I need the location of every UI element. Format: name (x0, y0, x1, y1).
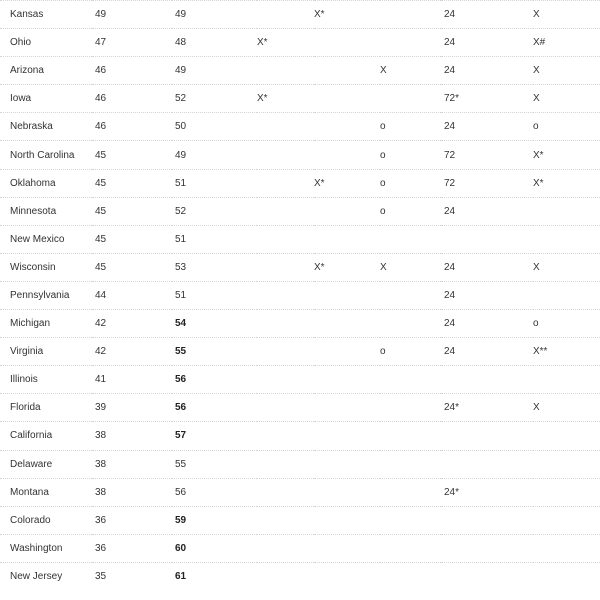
value-a-cell: 39 (92, 394, 172, 422)
marker-g-cell: X (533, 85, 600, 113)
value-a-cell: 45 (92, 141, 172, 169)
marker-d-cell: X* (314, 253, 380, 281)
state-name-cell: Colorado (0, 506, 92, 534)
marker-c-cell (257, 478, 314, 506)
marker-d-cell: X* (314, 1, 380, 29)
value-a-cell: 45 (92, 169, 172, 197)
hours-cell (441, 422, 533, 450)
marker-g-cell: X (533, 1, 600, 29)
value-a-cell: 46 (92, 57, 172, 85)
state-name-cell: New Jersey (0, 562, 92, 590)
state-name-cell: Arizona (0, 57, 92, 85)
marker-c-cell (257, 562, 314, 590)
value-b-cell: 56 (172, 478, 257, 506)
hours-cell: 24 (441, 310, 533, 338)
value-a-cell: 47 (92, 29, 172, 57)
marker-e-cell (380, 1, 441, 29)
marker-g-cell (533, 422, 600, 450)
table-row (0, 169, 600, 197)
marker-c-cell (257, 225, 314, 253)
table-row (0, 422, 600, 450)
value-a-cell: 46 (92, 85, 172, 113)
marker-e-cell: X (380, 253, 441, 281)
hours-cell (441, 506, 533, 534)
marker-d-cell (314, 366, 380, 394)
marker-c-cell (257, 366, 314, 394)
state-name-cell: Pennsylvania (0, 281, 92, 309)
table-row (0, 450, 600, 478)
marker-c-cell (257, 197, 314, 225)
marker-e-cell (380, 225, 441, 253)
value-a-cell: 46 (92, 113, 172, 141)
marker-c-cell (257, 253, 314, 281)
marker-e-cell (380, 534, 441, 562)
state-name-cell: Nebraska (0, 113, 92, 141)
value-a-cell: 38 (92, 422, 172, 450)
value-b-cell: 61 (172, 562, 257, 590)
value-a-cell: 41 (92, 366, 172, 394)
marker-g-cell (533, 366, 600, 394)
value-b-cell: 52 (172, 85, 257, 113)
hours-cell: 24 (441, 253, 533, 281)
marker-g-cell (533, 225, 600, 253)
marker-d-cell (314, 338, 380, 366)
value-b-cell: 51 (172, 169, 257, 197)
marker-d-cell (314, 422, 380, 450)
marker-d-cell (314, 394, 380, 422)
marker-e-cell: X (380, 57, 441, 85)
value-b-cell: 51 (172, 225, 257, 253)
state-name-cell: North Carolina (0, 141, 92, 169)
marker-c-cell (257, 113, 314, 141)
state-name-cell: Florida (0, 394, 92, 422)
marker-e-cell: o (380, 141, 441, 169)
marker-c-cell (257, 281, 314, 309)
table-row (0, 562, 600, 590)
marker-e-cell: o (380, 338, 441, 366)
marker-c-cell: X* (257, 85, 314, 113)
value-a-cell: 49 (92, 1, 172, 29)
marker-e-cell (380, 310, 441, 338)
marker-d-cell (314, 310, 380, 338)
value-b-cell: 48 (172, 29, 257, 57)
marker-g-cell: o (533, 310, 600, 338)
state-name-cell: Illinois (0, 366, 92, 394)
marker-e-cell (380, 29, 441, 57)
hours-cell (441, 225, 533, 253)
state-name-cell: California (0, 422, 92, 450)
value-a-cell: 38 (92, 450, 172, 478)
hours-cell: 24 (441, 113, 533, 141)
table-row (0, 253, 600, 281)
value-b-cell: 49 (172, 57, 257, 85)
marker-d-cell (314, 29, 380, 57)
marker-c-cell (257, 422, 314, 450)
marker-e-cell (380, 281, 441, 309)
value-b-cell: 50 (172, 113, 257, 141)
marker-g-cell: X (533, 394, 600, 422)
marker-g-cell: X# (533, 29, 600, 57)
marker-e-cell: o (380, 113, 441, 141)
value-b-cell: 53 (172, 253, 257, 281)
state-name-cell: New Mexico (0, 225, 92, 253)
hours-cell: 72* (441, 85, 533, 113)
marker-e-cell (380, 366, 441, 394)
marker-g-cell: o (533, 113, 600, 141)
marker-c-cell (257, 169, 314, 197)
marker-g-cell (533, 281, 600, 309)
marker-d-cell: X* (314, 169, 380, 197)
hours-cell (441, 562, 533, 590)
state-name-cell: Kansas (0, 1, 92, 29)
marker-e-cell (380, 85, 441, 113)
value-a-cell: 45 (92, 197, 172, 225)
value-a-cell: 36 (92, 506, 172, 534)
marker-c-cell (257, 506, 314, 534)
table-row (0, 478, 600, 506)
marker-g-cell: X** (533, 338, 600, 366)
value-b-cell: 56 (172, 366, 257, 394)
marker-d-cell (314, 506, 380, 534)
marker-c-cell (257, 394, 314, 422)
value-b-cell: 57 (172, 422, 257, 450)
marker-c-cell: X* (257, 29, 314, 57)
marker-g-cell: X* (533, 169, 600, 197)
marker-g-cell (533, 534, 600, 562)
table-body (0, 1, 600, 591)
marker-c-cell (257, 1, 314, 29)
hours-cell: 24* (441, 478, 533, 506)
value-a-cell: 35 (92, 562, 172, 590)
value-a-cell: 36 (92, 534, 172, 562)
marker-c-cell (257, 338, 314, 366)
marker-e-cell (380, 478, 441, 506)
hours-cell: 24 (441, 197, 533, 225)
marker-e-cell: o (380, 197, 441, 225)
marker-g-cell (533, 562, 600, 590)
marker-d-cell (314, 57, 380, 85)
marker-e-cell (380, 562, 441, 590)
marker-d-cell (314, 197, 380, 225)
state-name-cell: Michigan (0, 310, 92, 338)
state-name-cell: Wisconsin (0, 253, 92, 281)
hours-cell (441, 366, 533, 394)
marker-g-cell: X (533, 253, 600, 281)
table-row (0, 506, 600, 534)
marker-g-cell: X (533, 57, 600, 85)
table-row (0, 281, 600, 309)
marker-e-cell: o (380, 169, 441, 197)
marker-g-cell: X* (533, 141, 600, 169)
value-b-cell: 51 (172, 281, 257, 309)
hours-cell: 24 (441, 1, 533, 29)
table-row (0, 534, 600, 562)
marker-c-cell (257, 310, 314, 338)
marker-c-cell (257, 57, 314, 85)
value-b-cell: 52 (172, 197, 257, 225)
value-b-cell: 55 (172, 338, 257, 366)
hours-cell: 24 (441, 29, 533, 57)
hours-cell (441, 534, 533, 562)
value-a-cell: 44 (92, 281, 172, 309)
hours-cell: 24 (441, 281, 533, 309)
table-row (0, 29, 600, 57)
marker-d-cell (314, 562, 380, 590)
value-a-cell: 45 (92, 253, 172, 281)
value-b-cell: 60 (172, 534, 257, 562)
table-row (0, 310, 600, 338)
value-a-cell: 42 (92, 338, 172, 366)
value-b-cell: 49 (172, 141, 257, 169)
value-b-cell: 49 (172, 1, 257, 29)
state-name-cell: Virginia (0, 338, 92, 366)
marker-d-cell (314, 281, 380, 309)
table-row (0, 394, 600, 422)
marker-c-cell (257, 450, 314, 478)
value-a-cell: 38 (92, 478, 172, 506)
hours-cell (441, 450, 533, 478)
marker-e-cell (380, 422, 441, 450)
state-name-cell: Delaware (0, 450, 92, 478)
state-name-cell: Washington (0, 534, 92, 562)
marker-e-cell (380, 506, 441, 534)
marker-e-cell (380, 450, 441, 478)
marker-g-cell (533, 506, 600, 534)
marker-d-cell (314, 225, 380, 253)
hours-cell: 24* (441, 394, 533, 422)
hours-cell: 24 (441, 57, 533, 85)
marker-d-cell (314, 450, 380, 478)
table-row (0, 57, 600, 85)
state-name-cell: Minnesota (0, 197, 92, 225)
hours-cell: 72 (441, 169, 533, 197)
value-b-cell: 54 (172, 310, 257, 338)
hours-cell: 72 (441, 141, 533, 169)
value-b-cell: 59 (172, 506, 257, 534)
value-a-cell: 42 (92, 310, 172, 338)
marker-g-cell (533, 450, 600, 478)
table-row (0, 366, 600, 394)
marker-g-cell (533, 197, 600, 225)
marker-d-cell (314, 85, 380, 113)
marker-d-cell (314, 534, 380, 562)
hours-cell: 24 (441, 338, 533, 366)
table-row (0, 225, 600, 253)
marker-d-cell (314, 141, 380, 169)
state-name-cell: Ohio (0, 29, 92, 57)
marker-e-cell (380, 394, 441, 422)
state-name-cell: Iowa (0, 85, 92, 113)
table-row (0, 1, 600, 29)
table-row (0, 85, 600, 113)
marker-c-cell (257, 534, 314, 562)
value-b-cell: 56 (172, 394, 257, 422)
table-row (0, 338, 600, 366)
table-row (0, 197, 600, 225)
table-row (0, 141, 600, 169)
marker-c-cell (257, 141, 314, 169)
marker-d-cell (314, 113, 380, 141)
marker-g-cell (533, 478, 600, 506)
state-name-cell: Montana (0, 478, 92, 506)
marker-d-cell (314, 478, 380, 506)
state-name-cell: Oklahoma (0, 169, 92, 197)
table-row (0, 113, 600, 141)
value-a-cell: 45 (92, 225, 172, 253)
value-b-cell: 55 (172, 450, 257, 478)
